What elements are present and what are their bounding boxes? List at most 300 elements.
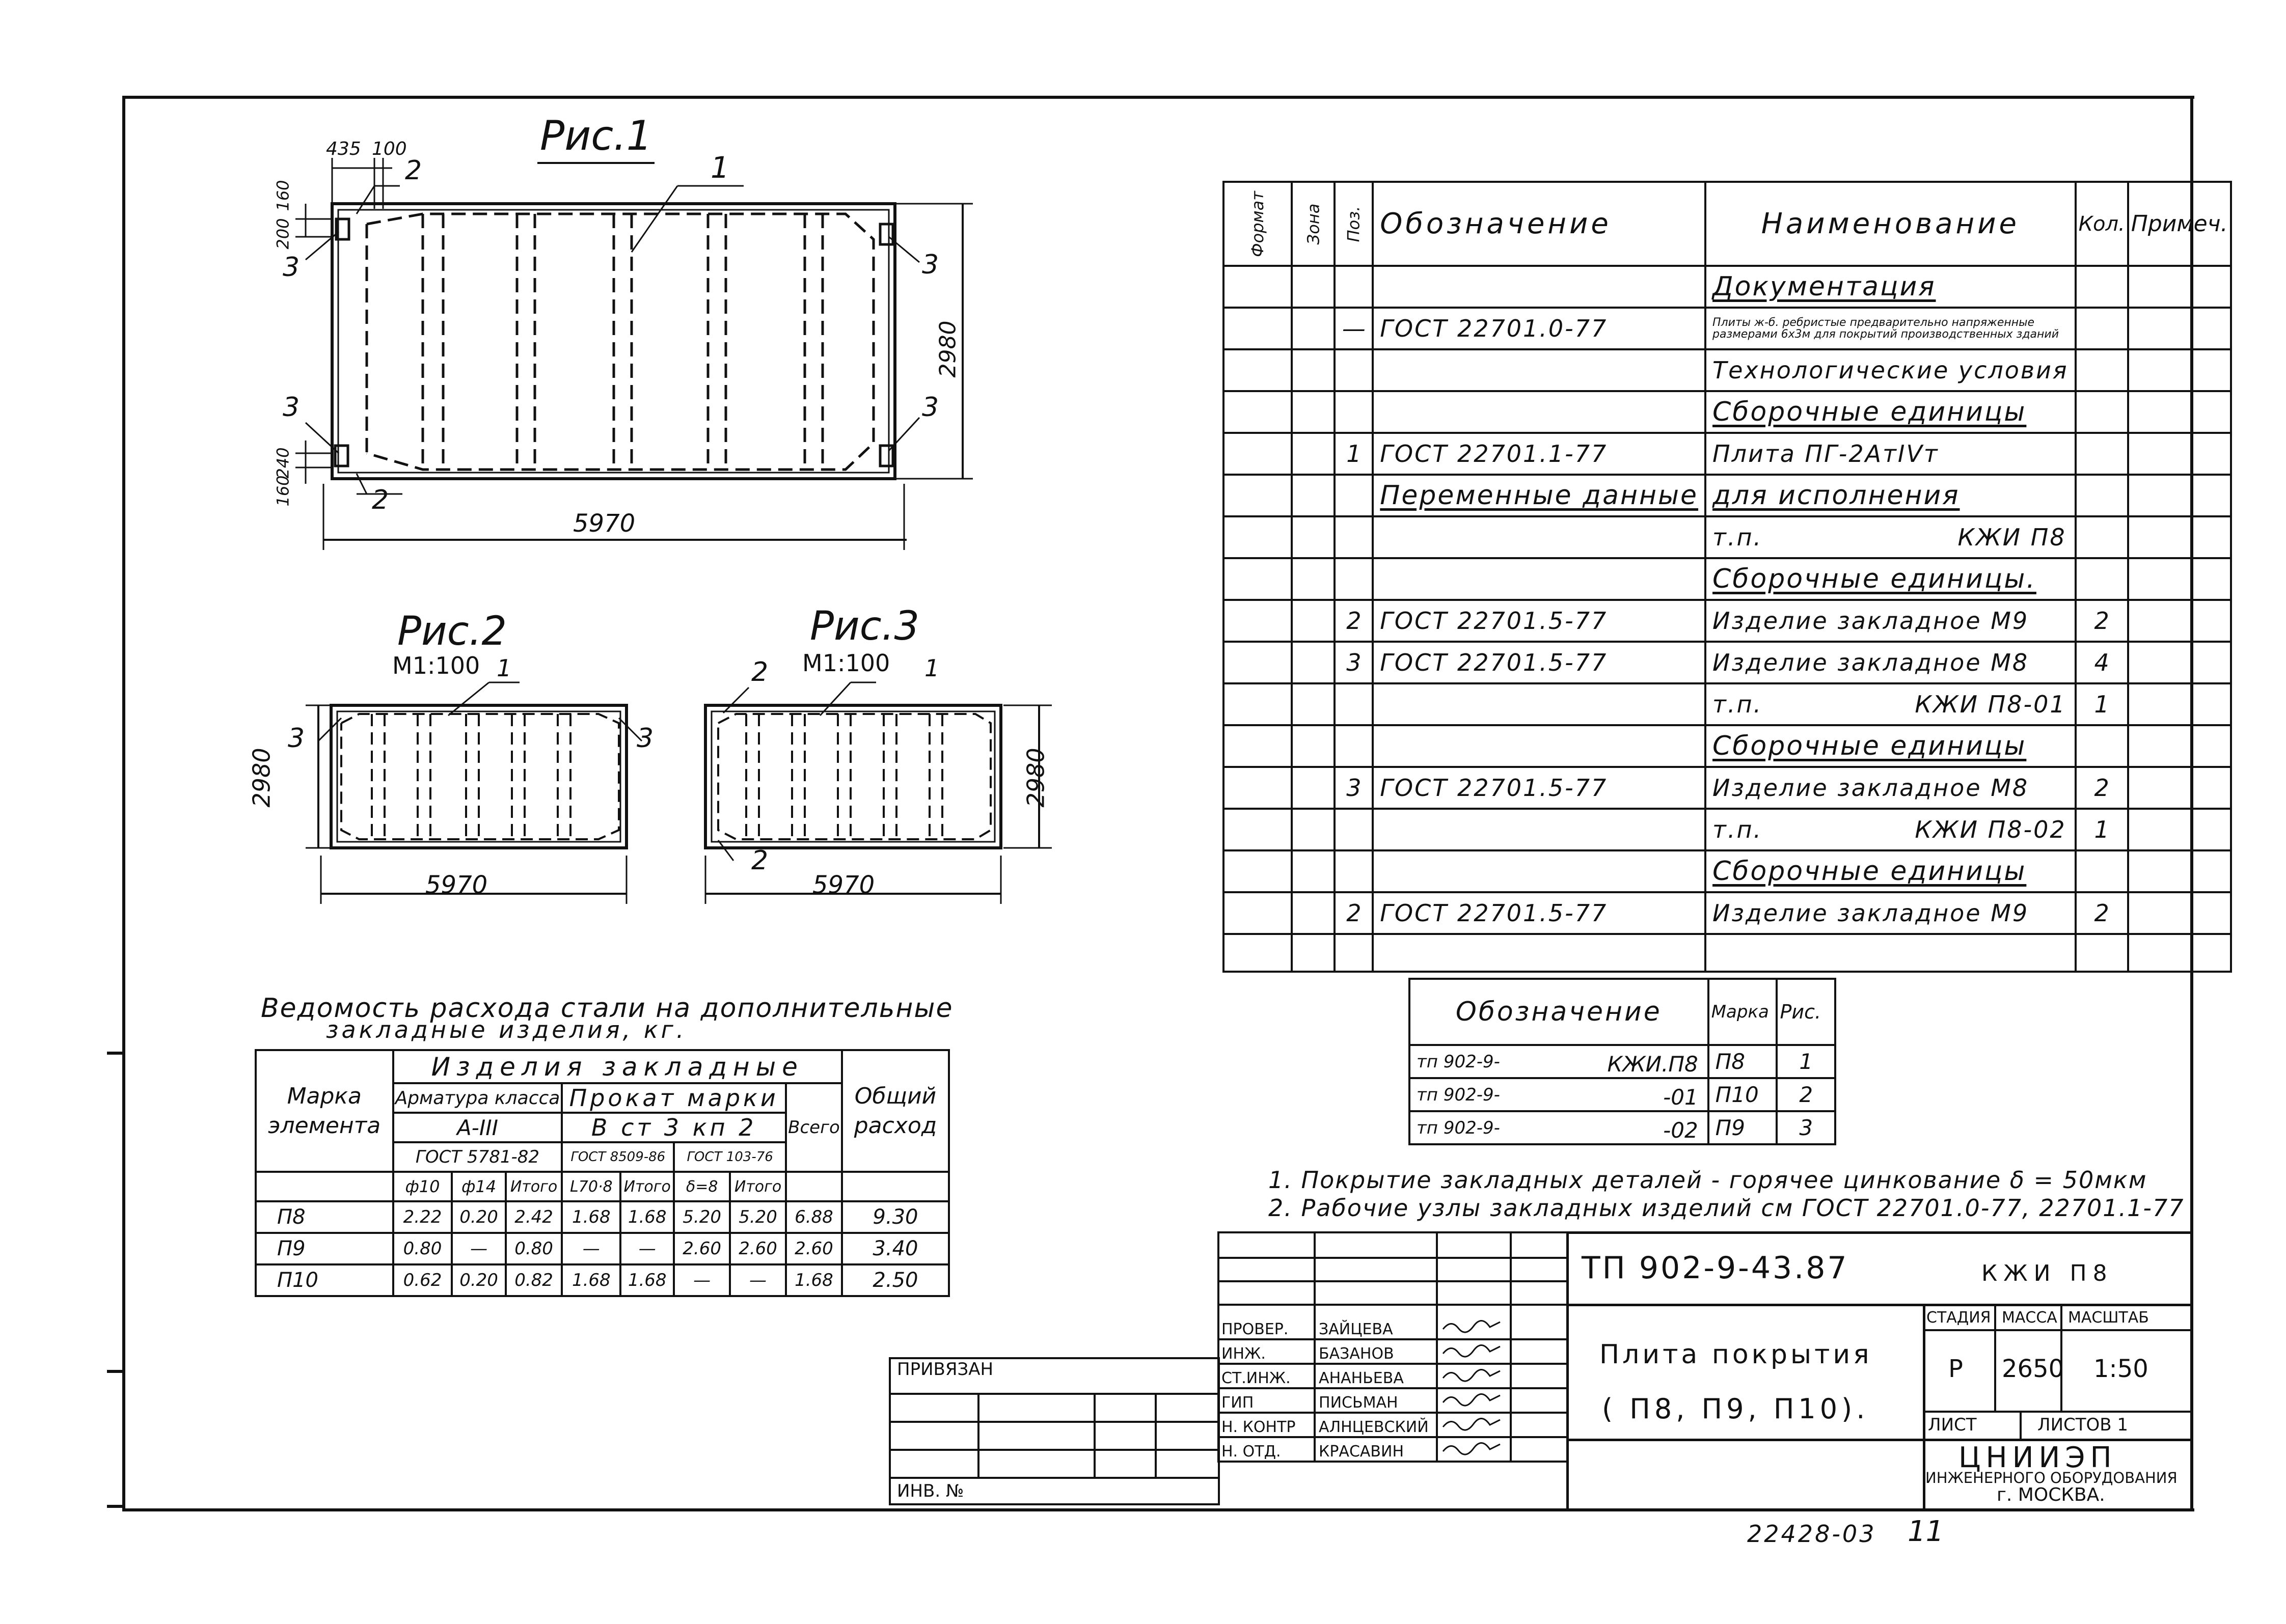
ref-suffix: КЖИ.П8 bbox=[1607, 1051, 1698, 1077]
spec-note-cell bbox=[2128, 809, 2231, 850]
ref-mark-cell: П10 bbox=[1708, 1078, 1777, 1111]
spec-zone-cell bbox=[1292, 642, 1335, 683]
spec-row bbox=[1223, 600, 2231, 642]
margin-tick bbox=[107, 1052, 122, 1055]
signature-mark bbox=[1437, 1339, 1511, 1364]
spec-name-cell bbox=[1705, 767, 2076, 809]
spec-note-cell bbox=[2128, 934, 2231, 972]
spec-zone-cell bbox=[1292, 809, 1335, 850]
signature-empty-cell bbox=[1218, 1258, 1315, 1281]
ref-mark-cell: П8 bbox=[1708, 1045, 1777, 1078]
spec-pos-cell bbox=[1335, 266, 1373, 308]
attached-cell bbox=[1095, 1450, 1155, 1478]
signature-empty-row bbox=[1218, 1232, 1568, 1258]
signature-empty-cell bbox=[1511, 1281, 1568, 1305]
steel-sub-cell: Итого bbox=[730, 1172, 786, 1201]
signature-grid bbox=[1217, 1231, 1569, 1463]
spec-note-cell bbox=[2128, 600, 2231, 642]
spec-row bbox=[1223, 642, 2231, 683]
spec-zone-cell bbox=[1292, 475, 1335, 516]
ref-fig-cell: 3 bbox=[1777, 1111, 1835, 1144]
signature-empty-cell bbox=[1511, 1232, 1568, 1258]
ref-h-designation: Обозначение bbox=[1409, 979, 1708, 1045]
spec-name-text: Сборочные единицы bbox=[1712, 397, 2027, 427]
steel-sub-blank bbox=[256, 1172, 393, 1201]
attached-cell bbox=[890, 1450, 978, 1478]
steel-h-gost-8509: ГОСТ 8509-86 bbox=[562, 1142, 674, 1172]
ref-suffix: -02 bbox=[1663, 1117, 1698, 1143]
spec-designation-cell bbox=[1373, 725, 1705, 767]
spec-tp-code: КЖИ П8-01 bbox=[1915, 691, 2066, 718]
spec-note-cell bbox=[2128, 516, 2231, 558]
fig2-dim-bottom: 5970 bbox=[425, 871, 488, 899]
ref-fig-cell: 1 bbox=[1777, 1045, 1835, 1078]
spec-name-text: Изделие закладное М9 bbox=[1712, 607, 2029, 635]
fig1-dim-left-160: 160 bbox=[273, 180, 293, 211]
fig2-scale: М1:100 bbox=[392, 652, 480, 679]
spec-name-text: Сборочные единицы bbox=[1712, 856, 2027, 887]
steel-h-gost-103: ГОСТ 103-76 bbox=[674, 1142, 786, 1172]
signature-name: БАЗАНОВ bbox=[1315, 1339, 1437, 1364]
spec-h-name: Наименование bbox=[1705, 182, 2076, 266]
spec-pos-cell: 3 bbox=[1335, 642, 1373, 683]
steel-h-mark: Марка элемента bbox=[256, 1050, 393, 1172]
steel-table-title: Ведомость расхода стали на дополнительные bbox=[261, 993, 954, 1024]
signature-date bbox=[1511, 1305, 1568, 1339]
spec-note-cell bbox=[2128, 642, 2231, 683]
fig3-dim-right: 2980 bbox=[1022, 748, 1050, 808]
ref-designation: тп 902-9- bbox=[1417, 1117, 1500, 1138]
spec-row bbox=[1223, 308, 2231, 349]
signature-name: ЗАЙЦЕВА bbox=[1315, 1305, 1437, 1339]
spec-pos-cell bbox=[1335, 809, 1373, 850]
steel-table bbox=[255, 1049, 950, 1297]
spec-h-qty: Кол. bbox=[2076, 182, 2128, 266]
steel-h-items: Изделия закладные bbox=[393, 1050, 842, 1083]
signature-empty-cell bbox=[1315, 1258, 1437, 1281]
spec-zone-cell bbox=[1292, 683, 1335, 725]
spec-note-cell bbox=[2128, 266, 2231, 308]
signature-empty-cell bbox=[1315, 1232, 1437, 1258]
signature-empty-row bbox=[1218, 1281, 1568, 1305]
spec-tp-label: т.п. bbox=[1712, 691, 1763, 718]
spec-note-cell bbox=[2128, 558, 2231, 600]
spec-name-text: Плиты ж-б. ребристые предварительно напряженные размерами 6х3м для покрытий производственных зданий bbox=[1712, 316, 2059, 341]
spec-qty-cell bbox=[2076, 433, 2128, 475]
spec-pos-cell: 2 bbox=[1335, 600, 1373, 642]
attached-cell bbox=[1095, 1394, 1155, 1422]
signature-date bbox=[1511, 1413, 1568, 1437]
spec-qty-cell bbox=[2076, 850, 2128, 892]
spec-name-cell bbox=[1705, 642, 2076, 683]
signature-empty-row bbox=[1218, 1258, 1568, 1281]
steel-sub-cell: ф14 bbox=[452, 1172, 505, 1201]
attached-cell bbox=[1156, 1422, 1219, 1450]
steel-h-rolled: Прокат марки bbox=[562, 1083, 786, 1113]
org-name-line2: ИНЖЕНЕРНОГО ОБОРУДОВАНИЯ bbox=[1925, 1469, 2178, 1487]
spec-zone-cell bbox=[1292, 767, 1335, 809]
spec-note-cell bbox=[2128, 892, 2231, 934]
spec-name-cell bbox=[1705, 475, 2076, 516]
spec-zone-cell bbox=[1292, 892, 1335, 934]
spec-name-cell bbox=[1705, 391, 2076, 433]
margin-tick bbox=[107, 1505, 122, 1508]
spec-pos-cell bbox=[1335, 391, 1373, 433]
steel-value-cell: 0.82 bbox=[506, 1264, 562, 1296]
fig3-callout-2-bottom: 2 bbox=[751, 845, 769, 876]
spec-designation-cell bbox=[1373, 809, 1705, 850]
signature-empty-cell bbox=[1218, 1281, 1315, 1305]
signature-empty-cell bbox=[1437, 1258, 1511, 1281]
steel-value-cell: 1.68 bbox=[562, 1201, 620, 1233]
spec-row bbox=[1223, 433, 2231, 475]
spec-row bbox=[1223, 516, 2231, 558]
signature-empty-cell bbox=[1218, 1232, 1315, 1258]
steel-sub-cell: Итого bbox=[506, 1172, 562, 1201]
spec-name-cell bbox=[1705, 433, 2076, 475]
spec-designation-cell: ГОСТ 22701.5-77 bbox=[1373, 642, 1705, 683]
spec-row bbox=[1223, 809, 2231, 850]
fig3-callout-2-top: 2 bbox=[751, 657, 769, 687]
spec-row bbox=[1223, 475, 2231, 516]
spec-format-cell bbox=[1223, 642, 1292, 683]
steel-sub-cell: Итого bbox=[620, 1172, 674, 1201]
spec-zone-cell bbox=[1292, 349, 1335, 391]
attached-grid bbox=[889, 1357, 1220, 1505]
spec-pos-cell bbox=[1335, 558, 1373, 600]
scale-value: 1:50 bbox=[2093, 1355, 2148, 1383]
inv-label: ИНВ. № bbox=[890, 1478, 1219, 1504]
org-city: г. МОСКВА. bbox=[1997, 1484, 2105, 1505]
spec-format-cell bbox=[1223, 850, 1292, 892]
spec-format-cell bbox=[1223, 266, 1292, 308]
spec-row bbox=[1223, 558, 2231, 600]
ref-h-fig: Рис. bbox=[1777, 979, 1835, 1045]
steel-sub-blank bbox=[786, 1172, 842, 1201]
spec-name-text: Сборочные единицы bbox=[1712, 731, 2027, 761]
fig1-dim-left-240: 240 bbox=[273, 447, 293, 479]
spec-zone-cell bbox=[1292, 850, 1335, 892]
title-block-divider-v2 bbox=[1994, 1304, 1996, 1412]
fig1-dim-top-100: 100 bbox=[372, 139, 407, 159]
steel-row bbox=[256, 1201, 949, 1233]
steel-sub-cell: ф10 bbox=[393, 1172, 452, 1201]
fig3-scale: М1:100 bbox=[802, 649, 890, 677]
spec-pos-cell bbox=[1335, 683, 1373, 725]
steel-value-cell: 1.68 bbox=[562, 1264, 620, 1296]
spec-row bbox=[1223, 892, 2231, 934]
signature-date bbox=[1511, 1437, 1568, 1462]
title-block-divider-v4 bbox=[2020, 1411, 2022, 1440]
stage-value: Р bbox=[1948, 1355, 1963, 1383]
spec-pos-cell bbox=[1335, 850, 1373, 892]
spec-zone-cell bbox=[1292, 433, 1335, 475]
spec-designation-cell bbox=[1373, 850, 1705, 892]
spec-format-cell bbox=[1223, 892, 1292, 934]
spec-qty-cell bbox=[2076, 725, 2128, 767]
signature-empty-cell bbox=[1315, 1281, 1437, 1305]
spec-designation-cell: Переменные данные bbox=[1373, 475, 1705, 516]
spec-h-zone: Зона bbox=[1292, 182, 1335, 266]
steel-mark-cell: П9 bbox=[256, 1233, 393, 1264]
spec-designation-cell: ГОСТ 22701.5-77 bbox=[1373, 600, 1705, 642]
spec-name-cell bbox=[1705, 349, 2076, 391]
signature-role: Н. КОНТР bbox=[1218, 1413, 1315, 1437]
spec-name-text: Изделие закладное М8 bbox=[1712, 649, 2029, 676]
attached-cell bbox=[978, 1450, 1095, 1478]
spec-pos-cell: — bbox=[1335, 308, 1373, 349]
steel-row bbox=[256, 1264, 949, 1296]
spec-note-cell bbox=[2128, 725, 2231, 767]
steel-sub-cell: δ=8 bbox=[674, 1172, 730, 1201]
ref-table bbox=[1408, 978, 1836, 1145]
steel-value-cell: 0.20 bbox=[452, 1264, 505, 1296]
spec-pos-cell bbox=[1335, 475, 1373, 516]
signature-row bbox=[1218, 1305, 1568, 1339]
attached-cell bbox=[1095, 1422, 1155, 1450]
spec-designation-cell bbox=[1373, 934, 1705, 972]
spec-pos-cell: 3 bbox=[1335, 767, 1373, 809]
steel-value-cell: 2.60 bbox=[674, 1233, 730, 1264]
spec-tp-code: КЖИ П8 bbox=[1957, 524, 2066, 551]
steel-value-cell: 0.80 bbox=[506, 1233, 562, 1264]
spec-name-text: Изделие закладное М8 bbox=[1712, 774, 2029, 802]
spec-row bbox=[1223, 391, 2231, 433]
fig1-callout-3-bl: 3 bbox=[283, 392, 300, 423]
steel-value-cell: 5.20 bbox=[730, 1201, 786, 1233]
signature-role: ИНЖ. bbox=[1218, 1339, 1315, 1364]
sheets-label: ЛИСТОВ 1 bbox=[2037, 1415, 2129, 1435]
attached-cell bbox=[978, 1422, 1095, 1450]
spec-name-cell bbox=[1705, 600, 2076, 642]
spec-note-cell bbox=[2128, 850, 2231, 892]
signature-row bbox=[1218, 1413, 1568, 1437]
signature-name: КРАСАВИН bbox=[1315, 1437, 1437, 1462]
spec-name-cell bbox=[1705, 892, 2076, 934]
steel-h-rolled-grade: В ст 3 кп 2 bbox=[562, 1113, 786, 1142]
steel-h-gost-rebar: ГОСТ 5781-82 bbox=[393, 1142, 562, 1172]
doc-code: ТП 902-9-43.87 bbox=[1582, 1250, 1849, 1286]
attached-label: ПРИВЯЗАН bbox=[890, 1358, 1219, 1394]
spec-h-pos: Поз. bbox=[1335, 182, 1373, 266]
spec-pos-cell bbox=[1335, 725, 1373, 767]
steel-mark-cell: П10 bbox=[256, 1264, 393, 1296]
signature-empty-cell bbox=[1511, 1258, 1568, 1281]
spec-format-cell bbox=[1223, 558, 1292, 600]
spec-h-note: Примеч. bbox=[2128, 182, 2231, 266]
spec-qty-cell: 2 bbox=[2076, 892, 2128, 934]
signature-row bbox=[1218, 1339, 1568, 1364]
signature-name: АЛНЦЕВСКИЙ bbox=[1315, 1413, 1437, 1437]
spec-qty-cell bbox=[2076, 266, 2128, 308]
fig2-callout-1: 1 bbox=[497, 654, 512, 682]
fig1-callout-2-top: 2 bbox=[405, 155, 422, 186]
steel-value-cell: 9.30 bbox=[842, 1201, 949, 1233]
spec-format-cell bbox=[1223, 809, 1292, 850]
spec-pos-cell bbox=[1335, 349, 1373, 391]
spec-qty-cell bbox=[2076, 391, 2128, 433]
spec-name-text: Плита ПГ-2АтIVт bbox=[1712, 440, 1939, 467]
spec-format-cell bbox=[1223, 516, 1292, 558]
steel-value-cell: 1.68 bbox=[786, 1264, 842, 1296]
ref-fig-cell: 2 bbox=[1777, 1078, 1835, 1111]
spec-row bbox=[1223, 725, 2231, 767]
fig1-callout-3-tr: 3 bbox=[922, 250, 939, 280]
signature-empty-cell bbox=[1437, 1281, 1511, 1305]
title-block-divider-h1 bbox=[1566, 1304, 2193, 1306]
signature-row bbox=[1218, 1364, 1568, 1388]
ref-designation-cell bbox=[1409, 1111, 1708, 1144]
note-1: 1. Покрытие закладных деталей - горячее цинкование δ = 50мкм bbox=[1268, 1166, 2147, 1194]
spec-format-cell bbox=[1223, 349, 1292, 391]
spec-qty-cell: 1 bbox=[2076, 683, 2128, 725]
spec-name-text: Изделие закладное М9 bbox=[1712, 899, 2029, 927]
spec-zone-cell bbox=[1292, 391, 1335, 433]
steel-value-cell: 5.20 bbox=[674, 1201, 730, 1233]
spec-pos-cell bbox=[1335, 516, 1373, 558]
steel-value-cell: — bbox=[562, 1233, 620, 1264]
spec-qty-cell bbox=[2076, 558, 2128, 600]
signature-role: ПРОВЕР. bbox=[1218, 1305, 1315, 1339]
steel-table-subtitle: закладные изделия, кг. bbox=[326, 1016, 687, 1043]
spec-tp-code: КЖИ П8-02 bbox=[1915, 816, 2066, 843]
spec-name-cell bbox=[1705, 850, 2076, 892]
spec-format-cell bbox=[1223, 725, 1292, 767]
signature-mark bbox=[1437, 1413, 1511, 1437]
spec-qty-cell: 1 bbox=[2076, 809, 2128, 850]
fig1-dim-bottom: 5970 bbox=[573, 509, 636, 538]
fig1-callout-2-bottom: 2 bbox=[372, 485, 389, 515]
spec-zone-cell bbox=[1292, 516, 1335, 558]
fig1-callout-3-tl: 3 bbox=[283, 252, 300, 283]
spec-zone-cell bbox=[1292, 725, 1335, 767]
steel-value-cell: 2.22 bbox=[393, 1201, 452, 1233]
spec-designation-cell bbox=[1373, 558, 1705, 600]
spec-note-cell bbox=[2128, 349, 2231, 391]
mass-value: 2650 bbox=[2002, 1355, 2064, 1383]
steel-value-cell: 2.60 bbox=[730, 1233, 786, 1264]
spec-zone-cell bbox=[1292, 266, 1335, 308]
spec-format-cell bbox=[1223, 391, 1292, 433]
steel-h-total-all: Всего bbox=[786, 1083, 842, 1172]
spec-pos-cell: 2 bbox=[1335, 892, 1373, 934]
spec-zone-cell bbox=[1292, 934, 1335, 972]
steel-h-rebar: Арматура класса bbox=[393, 1083, 562, 1113]
steel-h-rebar-class: А-III bbox=[393, 1113, 562, 1142]
stage-label: СТАДИЯ bbox=[1926, 1309, 1991, 1327]
spec-format-cell bbox=[1223, 600, 1292, 642]
signature-mark bbox=[1437, 1437, 1511, 1462]
spec-zone-cell bbox=[1292, 308, 1335, 349]
spec-zone-cell bbox=[1292, 600, 1335, 642]
spec-h-designation: Обозначение bbox=[1373, 182, 1705, 266]
note-2: 2. Рабочие узлы закладных изделий см ГОСТ 22701.0-77, 22701.1-77 bbox=[1268, 1194, 2185, 1222]
spec-row bbox=[1223, 266, 2231, 308]
spec-qty-cell: 2 bbox=[2076, 600, 2128, 642]
spec-qty-cell: 2 bbox=[2076, 767, 2128, 809]
spec-name-cell bbox=[1705, 809, 2076, 850]
ref-row bbox=[1409, 1078, 1835, 1111]
fig1-dim-left-160b: 160 bbox=[273, 475, 293, 507]
spec-note-cell bbox=[2128, 767, 2231, 809]
spec-designation-cell bbox=[1373, 516, 1705, 558]
ref-designation-cell bbox=[1409, 1045, 1708, 1078]
steel-value-cell: — bbox=[452, 1233, 505, 1264]
fig2-callout-3-left: 3 bbox=[288, 723, 305, 754]
fig3-title: Рис.3 bbox=[810, 603, 920, 649]
attached-cell bbox=[890, 1394, 978, 1422]
signature-mark bbox=[1437, 1364, 1511, 1388]
steel-value-cell: — bbox=[730, 1264, 786, 1296]
mass-label: МАССА bbox=[2002, 1309, 2057, 1327]
fig1-dim-top-435: 435 bbox=[326, 139, 361, 159]
fig1-callout-1: 1 bbox=[711, 150, 729, 185]
attached-cell bbox=[890, 1422, 978, 1450]
spec-name-cell bbox=[1705, 725, 2076, 767]
spec-designation-cell: ГОСТ 22701.5-77 bbox=[1373, 767, 1705, 809]
spec-pos-cell bbox=[1335, 934, 1373, 972]
spec-designation-cell: ГОСТ 22701.0-77 bbox=[1373, 308, 1705, 349]
spec-note-cell bbox=[2128, 433, 2231, 475]
steel-value-cell: — bbox=[674, 1264, 730, 1296]
spec-name-cell bbox=[1705, 558, 2076, 600]
fig2-title: Рис.2 bbox=[397, 609, 507, 654]
spec-format-cell bbox=[1223, 683, 1292, 725]
steel-value-cell: 2.60 bbox=[786, 1233, 842, 1264]
drawing-title: Плита покрытия bbox=[1599, 1339, 1872, 1370]
ref-designation: тп 902-9- bbox=[1417, 1084, 1500, 1105]
steel-value-cell: 1.68 bbox=[620, 1264, 674, 1296]
spec-designation-cell bbox=[1373, 349, 1705, 391]
spec-note-cell bbox=[2128, 308, 2231, 349]
spec-name-cell bbox=[1705, 308, 2076, 349]
ref-designation: тп 902-9- bbox=[1417, 1051, 1500, 1072]
steel-value-cell: 0.62 bbox=[393, 1264, 452, 1296]
spec-name-text: Сборочные единицы. bbox=[1712, 564, 2036, 594]
spec-row bbox=[1223, 934, 2231, 972]
spec-table bbox=[1222, 181, 2232, 973]
margin-tick bbox=[107, 1370, 122, 1373]
signature-mark bbox=[1437, 1388, 1511, 1413]
steel-value-cell: 1.68 bbox=[620, 1201, 674, 1233]
steel-value-cell: 2.42 bbox=[506, 1201, 562, 1233]
fig3-dim-bottom: 5970 bbox=[812, 871, 875, 899]
title-block-divider-h3 bbox=[1923, 1329, 2193, 1331]
fig1-dim-right: 2980 bbox=[935, 320, 961, 378]
spec-format-cell bbox=[1223, 433, 1292, 475]
steel-value-cell: 0.80 bbox=[393, 1233, 452, 1264]
steel-value-cell: 0.20 bbox=[452, 1201, 505, 1233]
steel-value-cell: — bbox=[620, 1233, 674, 1264]
steel-value-cell: 6.88 bbox=[786, 1201, 842, 1233]
attached-cell bbox=[1156, 1450, 1219, 1478]
spec-qty-cell bbox=[2076, 308, 2128, 349]
spec-h-format: Формат bbox=[1223, 182, 1292, 266]
spec-name-text: Документация bbox=[1712, 271, 1936, 302]
spec-designation-cell: ГОСТ 22701.1-77 bbox=[1373, 433, 1705, 475]
signature-name: ПИСЬМАН bbox=[1315, 1388, 1437, 1413]
ref-h-mark: Марка bbox=[1708, 979, 1777, 1045]
spec-designation-cell: ГОСТ 22701.5-77 bbox=[1373, 892, 1705, 934]
spec-note-cell bbox=[2128, 475, 2231, 516]
signature-role: СТ.ИНЖ. bbox=[1218, 1364, 1315, 1388]
signature-empty-cell bbox=[1437, 1232, 1511, 1258]
signature-date bbox=[1511, 1388, 1568, 1413]
ref-row bbox=[1409, 1045, 1835, 1078]
spec-row bbox=[1223, 850, 2231, 892]
spec-row bbox=[1223, 767, 2231, 809]
ref-row bbox=[1409, 1111, 1835, 1144]
